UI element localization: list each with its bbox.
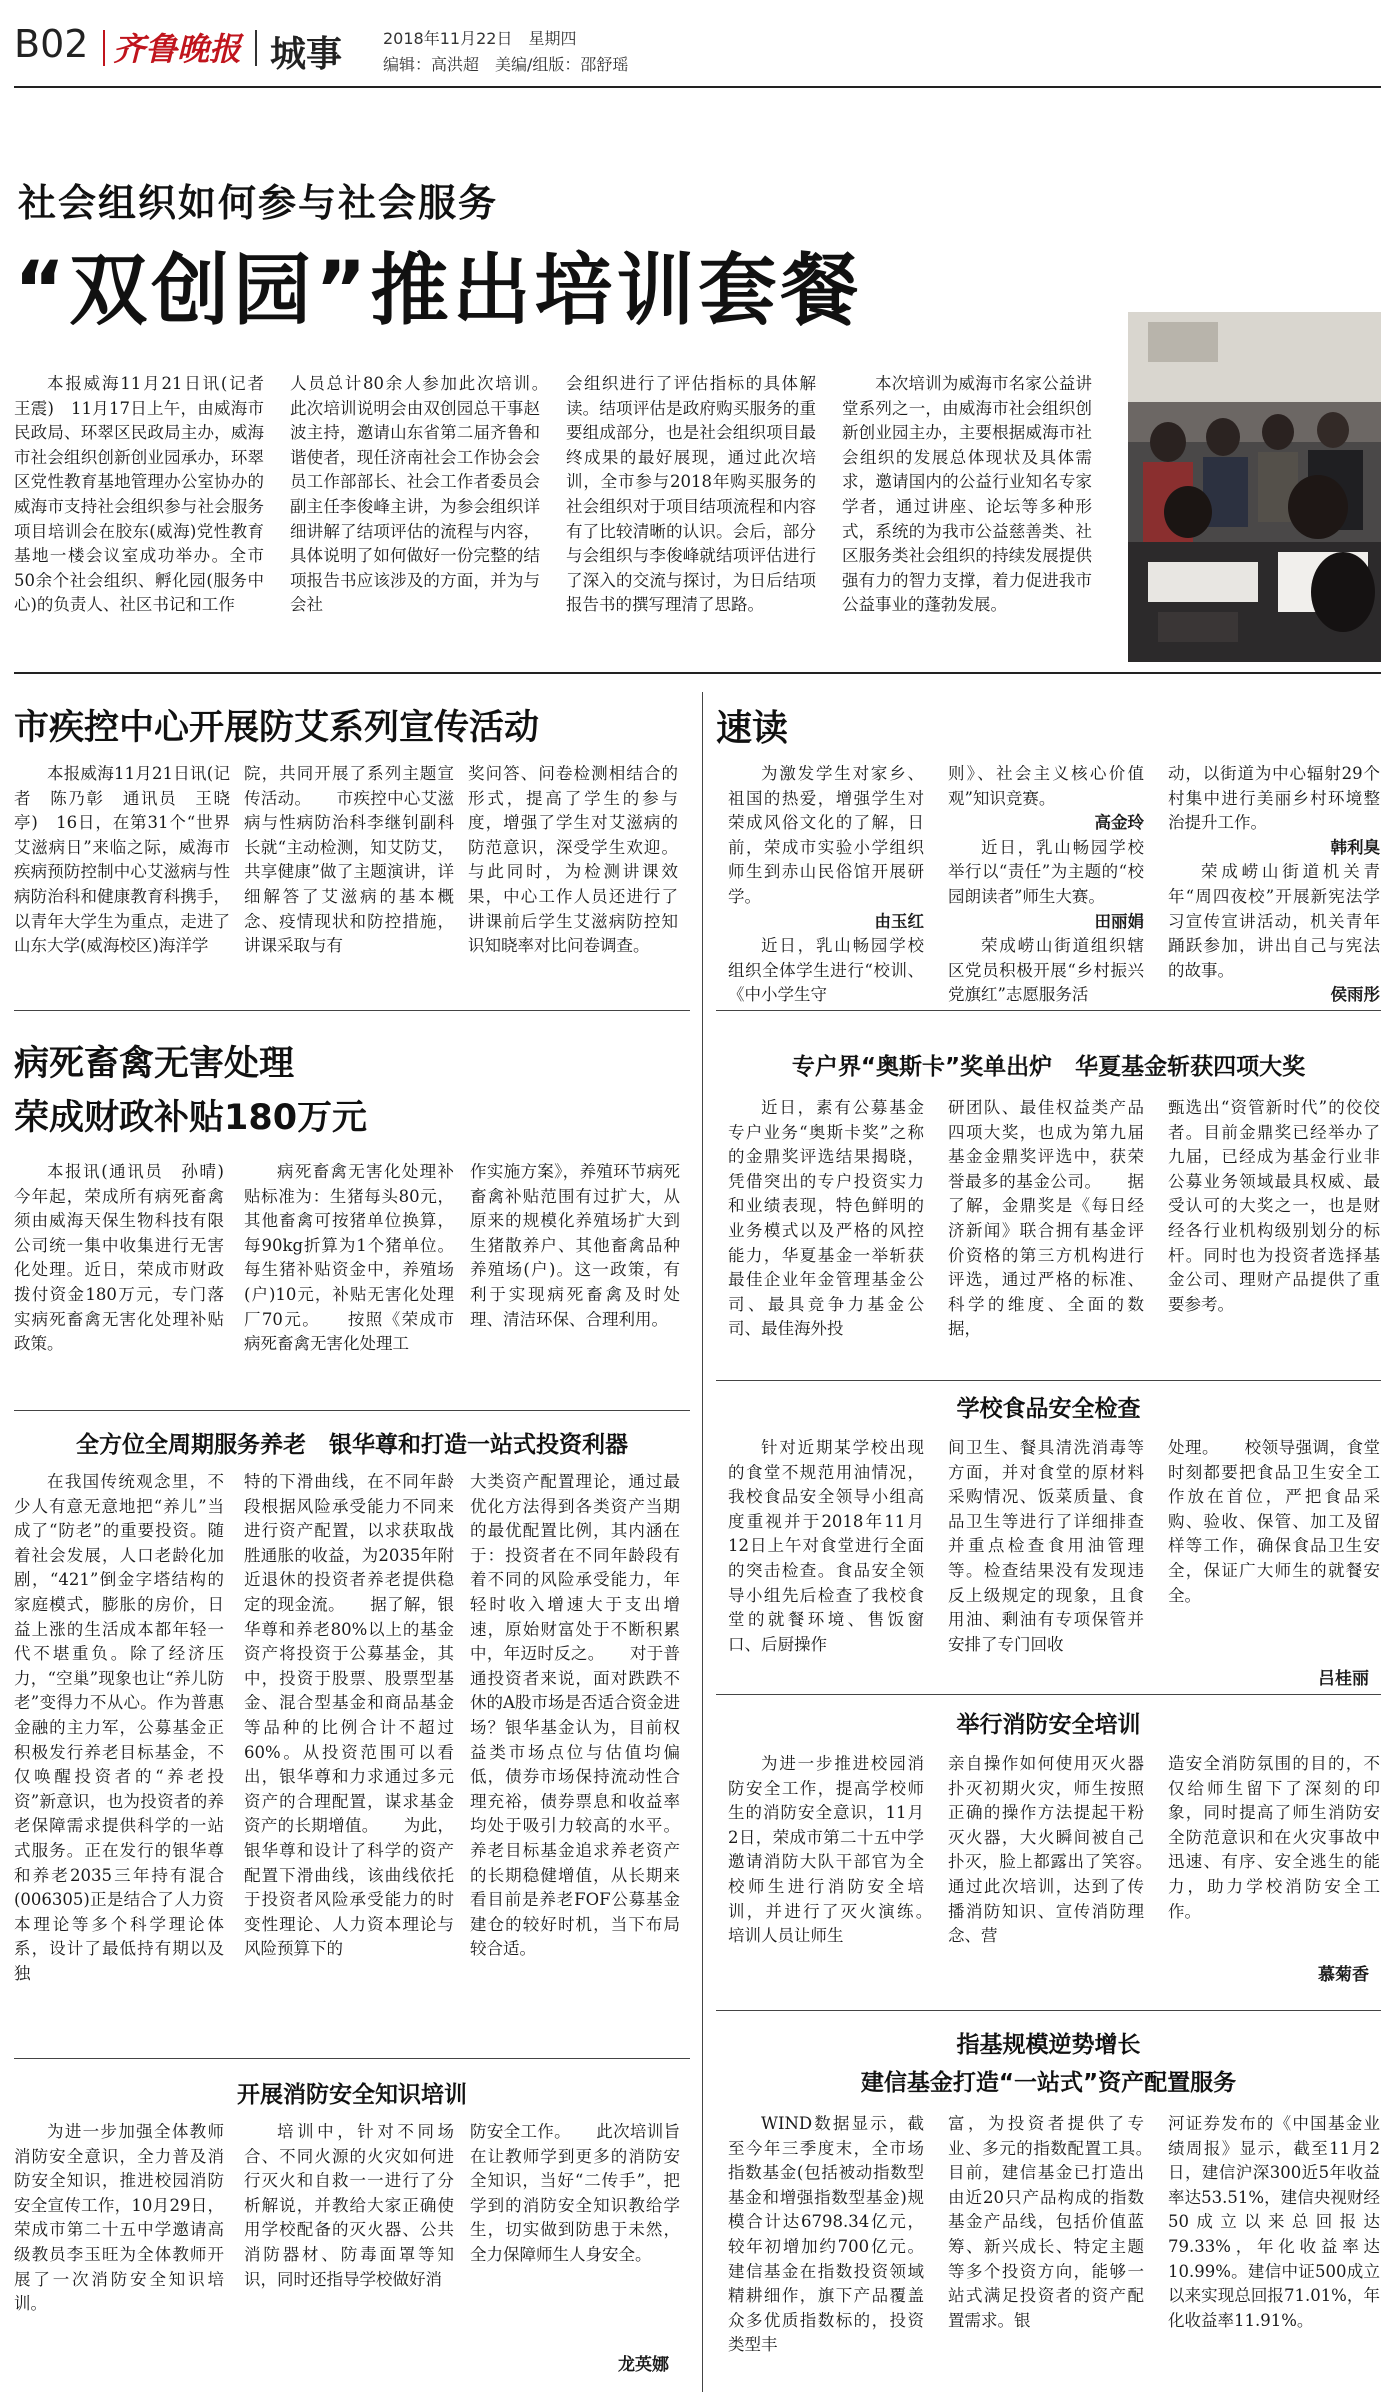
story2-bottom-rule xyxy=(14,1010,690,1011)
story8-text-2: 亲自操作如何使用灭火器扑灭初期火灾，师生按照正确的操作方法提起干粉灭火器，大火瞬间被自己扑灭，脸上都露出了笑容。 通过此次培训，达到了传播消防知识、宣传消防理念、营 xyxy=(948,1754,1177,1946)
training-photo-image xyxy=(1128,312,1381,662)
story9-col-2 xyxy=(948,2112,1177,2382)
story1-col-2 xyxy=(290,372,573,662)
masthead-rule xyxy=(14,86,1381,88)
story6-text-2: 研团队、最佳权益类产品四项大奖，也成为第九届基金金鼎奖评选中，获荣誉最多的基金公司。 据了解，金鼎奖是《每日经济新闻》联合拥有基金评价资格的第三方机构进行评选，通过严格的标准、科学的维度、全面的数据， xyxy=(948,1098,1144,1339)
story7-headline: 学校食品安全检查 xyxy=(956,1396,1141,1422)
story2-headline: 市疾控中心开展防艾系列宣传活动 xyxy=(14,708,540,748)
brief-text-1: 为激发学生对家乡、祖国的热爱，增强学生对荣成风俗文化的了解，日前，荣成市实验小学组织师生到赤山民俗馆开展研学。 xyxy=(728,764,924,906)
story4-text-1: 在我国传统观念里，不少人有意无意地把“养儿”当成了“防老”的重要投资。随着社会发展，人口老龄化加剧，“421”倒金字塔结构的家庭模式，膨胀的房价，日益上涨的生活成本都年轻一代不堪重负。除了经济压力，“空巢”现象也让“养儿防老”变得力不从心。作为普惠金融的主力军，公募基金正积极发行养老目标基金，不仅唤醒投资者的“养老投资”新意识，也为投资者的养老保障需求提供科学的一站式服务。正在发行的银华尊和养老2035三年持有混合(006305)正是结合了人力资本理论等多个科学理论体系，设计了最低持有期以及独 xyxy=(14,1472,224,1983)
story7-col-3 xyxy=(1168,1436,1380,1658)
story2-text-3: 奖问答、问卷检测相结合的形式，提高了学生的参与度，增强了学生对艾滋病的防范意识，深受学生欢迎。与此同时，为检测讲课效果，中心工作人员还进行了讲课前后学生艾滋病防控知识知晓率对比问卷调查。 xyxy=(468,764,678,956)
story8-bottom-rule xyxy=(716,2010,1381,2011)
story1-text-2: 人员总计80余人参加此次培训。 此次培训说明会由双创园总干事赵波主持，邀请山东省第二届齐鲁和谐使者，现任济南社会工作协会会员工作部部长、社会工作者委员会副主任李俊峰主讲，为参会组织详细讲解了结项评估的流程与内容，具体说明了如何做好一份完整的结项报告书应该涉及的方面，并为与会社 xyxy=(290,374,573,615)
story5-col-3 xyxy=(470,2120,680,2335)
story7-bottom-rule xyxy=(716,1694,1381,1695)
story6-text-1: 近日，素有公募基金专户业务“奥斯卡奖”之称的金鼎奖评选结果揭晓，凭借突出的专户投资实力和业绩表现，特色鲜明的业务模式以及严格的风控能力，华夏基金一举斩获最佳企业年金管理基金公司、最具竞争力基金公司、最佳海外投 xyxy=(728,1098,924,1339)
masthead xyxy=(0,0,1395,80)
brief-author-3: 田丽娟 xyxy=(1094,911,1144,931)
brief-author-2: 高金玲 xyxy=(1094,813,1144,833)
story1-text-3: 会组织进行了评估指标的具体解读。结项评估是政府购买服务的重要组成部分，也是社会组织项目最终成果的最好展现，通过此次培训，全市参与2018年购买服务的社会组织对于项目结项流程和内容有了比较清晰的认识。会后，部分与会组织与李俊峰就结项评估进行了深入的交流与探讨，为日后结项报告书的撰写理清了思路。 xyxy=(566,374,816,615)
story7-author: 吕桂丽 xyxy=(1318,1669,1369,1689)
brief-bottom-rule xyxy=(716,1010,1381,1011)
editor-credits: 编辑：高洪超 美编/组版：邵舒瑶 xyxy=(383,55,629,74)
brief-text-2b: 近日，乳山畅园学校举行以“责任”为主题的“校园朗读者”师生大赛。 xyxy=(948,837,1144,906)
brief-text-3: 动，以街道为中心辐射29个村集中进行美丽乡村环境整治提升工作。 xyxy=(1168,764,1380,833)
story7-text-3: 处理。 校领导强调，食堂时刻都要把食品卫生安全工作放在首位，严把食品采购、验收、保管、加工及留样等工作，确保食品卫生安全，保证广大师生的就餐安全。 xyxy=(1168,1438,1380,1605)
story4-col-1 xyxy=(14,1470,224,2040)
brief-text-1b: 近日，乳山畅园学校组织全体学生进行“校训、《中小学生守 xyxy=(728,936,924,1005)
issue-date: 2018年11月22日 星期四 xyxy=(383,29,577,48)
training-photo xyxy=(1128,312,1381,662)
column-divider xyxy=(702,692,703,2392)
story4-text-2: 特的下滑曲线，在不同年龄段根据风险承受能力不同来进行资产配置，以求获取战胜通胀的收益，为2035年附近退休的投资者养老提供稳定的现金流。 据了解，银华尊和养老80%以上的基金资产将投资于公募基金，其中，投资于股票、股票型基金、混合型基金和商品基金等品种的比例合计不超过60%。从投资范围可以看出，银华尊和力求通过多元资产的合理配置，谋求基金资产的长期增值。 为此，银华尊和设计了科学的资产配置下滑曲线，该曲线依托于投资者风险承受能力的时变性理论、人力资本理论与风险预算下的 xyxy=(244,1472,454,1959)
story3-bottom-rule xyxy=(14,1410,690,1411)
brief-col-2 xyxy=(948,762,1144,1005)
story3-headline-2: 荣成财政补贴180万元 xyxy=(14,1098,368,1138)
story6-headline: 专户界“奥斯卡”奖单出炉 华夏基金斩获四项大奖 xyxy=(791,1054,1306,1080)
story8-col-1 xyxy=(728,1752,957,2002)
story8-author: 慕菊香 xyxy=(1318,1965,1369,1985)
story5-headline: 开展消防安全知识培训 xyxy=(237,2082,467,2108)
story7-col-1 xyxy=(728,1436,924,1676)
story2-col-1 xyxy=(14,762,230,992)
story9-col-3 xyxy=(1168,2112,1380,2382)
brief-author-5: 侯雨彤 xyxy=(1330,985,1380,1005)
story1-text-4: 本次培训为威海市名家公益讲堂系列之一，由威海市社会组织创新创业园主办，主要根据威海市社会组织的发展总体现状及具体需求，邀请国内的公益行业知名专家学者，通过讲座、论坛等多种形式，系统的为我市公益慈善类、社区服务类社会组织的持续发展提供强有力的智力支撑，着力促进我市公益事业的蓬勃发展。 xyxy=(842,374,1092,615)
story9-headline-2: 建信基金打造“一站式”资产配置服务 xyxy=(860,2070,1237,2096)
story3-headline-1: 病死畜禽无害处理 xyxy=(14,1044,295,1084)
section-name: 城事 xyxy=(270,34,343,75)
story4-col-2 xyxy=(244,1470,454,2040)
story3-col-3 xyxy=(470,1160,680,1395)
story5-text-1: 为进一步加强全体教师消防安全意识，全力普及消防安全知识，推进校园消防安全宣传工作，10月29日，荣成市第二十五中学邀请高级教员李玉旺为全体教师开展了一次消防安全知识培训。 xyxy=(14,2122,224,2314)
story3-text-3: 作实施方案》，养殖环节病死畜禽补贴范围有过扩大，从原来的规模化养殖场扩大到生猪散养户、其他畜禽品种养殖场(户)。这一政策，有利于实现病死畜禽及时处理、清洁环保、合理利用。 xyxy=(470,1162,680,1329)
story2-col-2 xyxy=(244,762,454,992)
story4-col-3 xyxy=(470,1470,680,2040)
story3-text-1: 本报讯(通讯员 孙晴) 今年起，荣成所有病死畜禽须由威海天保生物科技有限公司统一集中收集进行无害化处理。近日，荣成市财政拨付资金180万元，专门落实病死畜禽无害化处理补贴政策。 xyxy=(14,1162,241,1354)
story5-col-2 xyxy=(244,2120,454,2360)
story5-text-2: 培训中，针对不同场合、不同火源的火灾如何进行灭火和自救一一进行了分析解说，并教给大家正确使用学校配备的灭火器、公共消防器材、防毒面罩等知识，同时还指导学校做好消 xyxy=(244,2122,454,2289)
story3-col-1 xyxy=(14,1160,241,1395)
story1-text-1: 本报威海11月21日讯(记者 王震) 11月17日上午，由威海市民政局、环翠区民政局主办，威海市社会组织创新创业园承办，环翠区党性教育基地管理办公室协办的威海市支持社会组织参与社会服务项目培训会在胶东(威海)党性教育基地一楼会议室成功举办。全市50余个社会组织、孵化园(服务中心)的负责人、社区书记和工作 xyxy=(14,374,281,615)
paper-logo: 齐鲁晚报 xyxy=(113,30,242,68)
story8-headline: 举行消防安全培训 xyxy=(956,1712,1141,1738)
story8-text-1: 为进一步推进校园消防安全工作，提高学校师生的消防安全意识，11月2日，荣成市第二十五中学邀请消防大队干部官为全校师生进行消防安全培训，并进行了灭火演练。 培训人员让师生 xyxy=(728,1754,957,1946)
story8-text-3: 造安全消防氛围的目的，不仅给师生留下了深刻的印象，同时提高了师生消防安全防范意识和在火灾事故中迅速、有序、安全逃生的能力，助力学校消防安全工作。 xyxy=(1168,1754,1380,1921)
story6-text-3: 甄选出“资管新时代”的佼佼者。目前金鼎奖已经举办了九届，已经成为基金行业非公募业务领域最具权威、最受认可的大奖之一，也是财经各行业机构级别划分的标杆。同时也为投资者选择基金公司、理财产品提供了重要参考。 xyxy=(1168,1098,1380,1314)
story1-bottom-rule xyxy=(14,672,1381,674)
story9-headline-1: 指基规模逆势增长 xyxy=(956,2032,1141,2058)
story1-col-3 xyxy=(566,372,816,662)
story6-col-3 xyxy=(1168,1096,1380,1366)
story5-col-1 xyxy=(14,2120,224,2360)
story1-col-1 xyxy=(14,372,281,662)
brief-text-2c: 荣成崂山街道组织辖区党员积极开展“乡村振兴党旗红”志愿服务活 xyxy=(948,936,1144,1005)
story1-headline: “双创园”推出培训套餐 xyxy=(14,246,863,336)
story7-col-2 xyxy=(948,1436,1144,1676)
story9-text-2: 富，为投资者提供了专业、多元的指数配置工具。 目前，建信基金已打造出由近20只产品构成的指数基金产品线，包括价值蓝筹、新兴成长、特定主题等多个投资方向，能够一站式满足投资者的资产配置需求。银 xyxy=(948,2114,1177,2330)
story9-col-1 xyxy=(728,2112,924,2382)
story4-bottom-rule xyxy=(14,2058,690,2059)
story1-kicker: 社会组织如何参与社会服务 xyxy=(18,181,499,225)
story6-bottom-rule xyxy=(716,1380,1381,1381)
brief-col-3 xyxy=(1168,762,1380,1005)
masthead-divider xyxy=(103,30,105,66)
story6-col-1 xyxy=(728,1096,924,1366)
story6-col-2 xyxy=(948,1096,1144,1366)
brief-author-1: 由玉红 xyxy=(874,911,924,931)
story2-text-1: 本报威海11月21日讯(记者 陈乃彰 通讯员 王晓亭) 16日，在第31个“世界艾滋病日”来临之际，威海市疾病预防控制中心艾滋病与性病防治科和健康教育科携手，以青年大学生为重点，走进了山东大学(威海校区)海洋学 xyxy=(14,764,230,956)
brief-col-1 xyxy=(728,762,924,1005)
story3-col-2 xyxy=(244,1160,454,1395)
story7-text-1: 针对近期某学校出现的食堂不规范用油情况，我校食品安全领导小组高度重视并于2018年11月12日上午对食堂进行全面的突击检查。食品安全领导小组先后检查了我校食堂的就餐环境、售饭窗口、后厨操作 xyxy=(728,1438,924,1654)
story3-text-2: 病死畜禽无害化处理补贴标准为：生猪每头80元，其他畜禽可按猪单位换算，每90kg折算为1个猪单位。每生猪补贴资金中，养殖场(户)10元，补贴无害化处理厂70元。 按照《荣成市病死畜禽无害化处理工 xyxy=(244,1162,454,1354)
story4-headline: 全方位全周期服务养老 银华尊和打造一站式投资利器 xyxy=(76,1432,628,1458)
brief-author-4: 韩利臭 xyxy=(1330,837,1380,857)
story2-col-3 xyxy=(468,762,678,992)
story8-col-3 xyxy=(1168,1752,1380,1952)
story5-text-3: 防安全工作。 此次培训旨在让教师学到更多的消防安全知识，当好“二传手”，把学到的消防安全知识教给学生，切实做到防患于未然，全力保障师生人身安全。 xyxy=(470,2122,680,2264)
brief-text-3b: 荣成崂山街道机关青年“周四夜校”开展新宪法学习宣传宣讲活动，机关青年踊跃参加，讲出自己与宪法的故事。 xyxy=(1168,862,1380,980)
brief-title: 速读 xyxy=(716,708,789,749)
story9-text-3: 河证券发布的《中国基金业绩周报》显示，截至11月2日，建信沪深300近5年收益率达53.51%，建信央视财经50成立以来总回报达79.33%，年化收益率达10.99%。建信中证500成立以来实现总回报71.01%，年化收益率11.91%。 xyxy=(1168,2114,1380,2330)
brief-text-2: 则》、社会主义核心价值观”知识竞赛。 xyxy=(948,764,1144,808)
page-number: B02 xyxy=(14,22,89,66)
story5-author: 龙英娜 xyxy=(618,2355,669,2375)
masthead-divider-2 xyxy=(255,30,257,66)
story7-text-2: 间卫生、餐具清洗消毒等方面，并对食堂的原材料采购情况、饭菜质量、食品卫生等进行了详细排查并重点检查食用油管理等。检查结果没有发现违反上级规定的现象，且食用油、剩油有专项保管并安排了专门回收 xyxy=(948,1438,1144,1654)
story8-col-2 xyxy=(948,1752,1177,2002)
story4-text-3: 大类资产配置理论，通过最优化方法得到各类资产当期的最优配置比例，其内涵在于：投资者在不同年龄段有着不同的风险承受能力，年轻时收入增速大于支出增速，原始财富处于不断积累中，年迈时反之。 对于普通投资者来说，面对跌跌不休的A股市场是否适合资金进场？银华基金认为，目前权益类市场点位与估值均偏低，债券市场保持流动性合理充裕，债券票息和收益率均处于吸引力较高的水平。养老目标基金追求养老资产的长期稳健增值，从长期来看目前是养老FOF公募基金建仓的较好时机，当下布局较合适。 xyxy=(470,1472,680,1959)
story2-text-2: 院，共同开展了系列主题宣传活动。 市疾控中心艾滋病与性病防治科李继钊副科长就“主动检测，知艾防艾，共享健康”做了主题演讲，详细解答了艾滋病的基本概念、疫情现状和防控措施，讲课采取与有 xyxy=(244,764,454,956)
story1-col-4 xyxy=(842,372,1092,662)
story9-text-1: WIND数据显示，截至今年三季度末，全市场指数基金(包括被动指数型基金和增强指数型基金)规模合计达6798.34亿元，较年初增加约700亿元。建信基金在指数投资领域精耕细作，旗下产品覆盖众多优质指数标的，投资类型丰 xyxy=(728,2114,924,2355)
